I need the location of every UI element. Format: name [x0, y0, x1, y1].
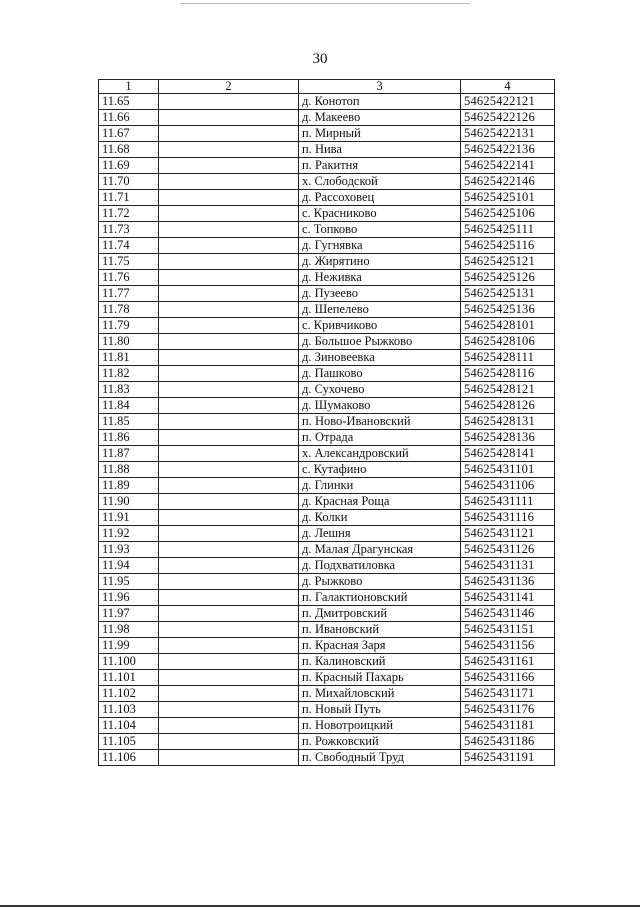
empty-cell	[159, 702, 299, 718]
table-row	[99, 430, 555, 446]
row-number-cell: 11.106	[99, 750, 159, 766]
empty-cell	[159, 622, 299, 638]
row-number-cell: 11.97	[99, 606, 159, 622]
empty-cell	[159, 542, 299, 558]
oktmo-code-cell: 54625431101	[461, 462, 555, 478]
settlement-name-cell: п. Ново-Ивановский	[299, 414, 461, 430]
oktmo-code-cell: 54625431136	[461, 574, 555, 590]
header-row	[99, 80, 555, 94]
oktmo-code-cell: 54625431146	[461, 606, 555, 622]
settlement-name-cell: п. Дмитровский	[299, 606, 461, 622]
settlement-name-cell: п. Красный Пахарь	[299, 670, 461, 686]
row-number-cell: 11.75	[99, 254, 159, 270]
empty-cell	[159, 174, 299, 190]
empty-cell	[159, 382, 299, 398]
empty-cell	[159, 590, 299, 606]
row-number-cell: 11.94	[99, 558, 159, 574]
row-number-cell: 11.69	[99, 158, 159, 174]
table-row	[99, 350, 555, 366]
row-number-cell: 11.95	[99, 574, 159, 590]
oktmo-code-cell: 54625431131	[461, 558, 555, 574]
oktmo-code-cell: 54625428136	[461, 430, 555, 446]
oktmo-code-cell: 54625431121	[461, 526, 555, 542]
row-number-cell: 11.68	[99, 142, 159, 158]
oktmo-code-cell: 54625428121	[461, 382, 555, 398]
oktmo-code-cell: 54625422136	[461, 142, 555, 158]
oktmo-code-cell: 54625431116	[461, 510, 555, 526]
settlement-name-cell: п. Рожковский	[299, 734, 461, 750]
row-number-cell: 11.101	[99, 670, 159, 686]
oktmo-code-cell: 54625431186	[461, 734, 555, 750]
empty-cell	[159, 206, 299, 222]
row-number-cell: 11.71	[99, 190, 159, 206]
table-row	[99, 526, 555, 542]
top-edge-line	[180, 3, 470, 4]
settlement-name-cell: д. Большое Рыжково	[299, 334, 461, 350]
table-header	[99, 80, 555, 94]
settlements-table	[98, 79, 555, 766]
table-row	[99, 446, 555, 462]
settlement-name-cell: с. Топково	[299, 222, 461, 238]
row-number-cell: 11.72	[99, 206, 159, 222]
header-col-4: 4	[461, 80, 555, 94]
empty-cell	[159, 478, 299, 494]
table-row	[99, 286, 555, 302]
row-number-cell: 11.89	[99, 478, 159, 494]
row-number-cell: 11.100	[99, 654, 159, 670]
empty-cell	[159, 142, 299, 158]
oktmo-code-cell: 54625431166	[461, 670, 555, 686]
settlement-name-cell: д. Гугнявка	[299, 238, 461, 254]
settlement-name-cell: п. Отрада	[299, 430, 461, 446]
oktmo-code-cell: 54625431156	[461, 638, 555, 654]
empty-cell	[159, 398, 299, 414]
empty-cell	[159, 366, 299, 382]
settlement-name-cell: д. Подхватиловка	[299, 558, 461, 574]
table-row	[99, 238, 555, 254]
table-row	[99, 254, 555, 270]
header-col-3: 3	[299, 80, 461, 94]
empty-cell	[159, 750, 299, 766]
settlement-name-cell: п. Новотроицкий	[299, 718, 461, 734]
settlement-name-cell: п. Михайловский	[299, 686, 461, 702]
empty-cell	[159, 334, 299, 350]
header-col-1: 1	[99, 80, 159, 94]
table-row	[99, 302, 555, 318]
oktmo-code-cell: 54625425116	[461, 238, 555, 254]
settlement-name-cell: п. Мирный	[299, 126, 461, 142]
empty-cell	[159, 94, 299, 110]
table-row	[99, 670, 555, 686]
table-row	[99, 510, 555, 526]
oktmo-code-cell: 54625428116	[461, 366, 555, 382]
oktmo-code-cell: 54625425136	[461, 302, 555, 318]
settlement-name-cell: д. Колки	[299, 510, 461, 526]
empty-cell	[159, 430, 299, 446]
table-row	[99, 126, 555, 142]
settlement-name-cell: х. Слободской	[299, 174, 461, 190]
table-row	[99, 398, 555, 414]
oktmo-code-cell: 54625431161	[461, 654, 555, 670]
settlement-name-cell: д. Рыжково	[299, 574, 461, 590]
table-row	[99, 110, 555, 126]
table-row	[99, 734, 555, 750]
oktmo-code-cell: 54625428106	[461, 334, 555, 350]
table-row	[99, 654, 555, 670]
settlement-name-cell: п. Ивановский	[299, 622, 461, 638]
oktmo-code-cell: 54625425121	[461, 254, 555, 270]
empty-cell	[159, 414, 299, 430]
settlement-name-cell: д. Глинки	[299, 478, 461, 494]
row-number-cell: 11.80	[99, 334, 159, 350]
row-number-cell: 11.85	[99, 414, 159, 430]
table-row	[99, 558, 555, 574]
settlement-name-cell: д. Сухочево	[299, 382, 461, 398]
row-number-cell: 11.103	[99, 702, 159, 718]
row-number-cell: 11.99	[99, 638, 159, 654]
table-row	[99, 622, 555, 638]
settlement-name-cell: д. Пашково	[299, 366, 461, 382]
settlement-name-cell: с. Кривчиково	[299, 318, 461, 334]
row-number-cell: 11.65	[99, 94, 159, 110]
settlement-name-cell: д. Зиновеевка	[299, 350, 461, 366]
oktmo-code-cell: 54625425111	[461, 222, 555, 238]
table-row	[99, 158, 555, 174]
table-row	[99, 414, 555, 430]
settlement-name-cell: п. Нива	[299, 142, 461, 158]
empty-cell	[159, 462, 299, 478]
settlement-name-cell: д. Красная Роща	[299, 494, 461, 510]
oktmo-code-cell: 54625422131	[461, 126, 555, 142]
oktmo-code-cell: 54625431106	[461, 478, 555, 494]
table-row	[99, 590, 555, 606]
table-row	[99, 94, 555, 110]
table-row	[99, 190, 555, 206]
row-number-cell: 11.105	[99, 734, 159, 750]
table-row	[99, 750, 555, 766]
settlement-name-cell: п. Красная Заря	[299, 638, 461, 654]
empty-cell	[159, 110, 299, 126]
empty-cell	[159, 126, 299, 142]
row-number-cell: 11.91	[99, 510, 159, 526]
oktmo-code-cell: 54625428111	[461, 350, 555, 366]
oktmo-code-cell: 54625422126	[461, 110, 555, 126]
empty-cell	[159, 158, 299, 174]
settlement-name-cell: с. Кутафино	[299, 462, 461, 478]
empty-cell	[159, 222, 299, 238]
oktmo-code-cell: 54625428141	[461, 446, 555, 462]
empty-cell	[159, 606, 299, 622]
oktmo-code-cell: 54625428131	[461, 414, 555, 430]
row-number-cell: 11.73	[99, 222, 159, 238]
header-col-2: 2	[159, 80, 299, 94]
row-number-cell: 11.66	[99, 110, 159, 126]
empty-cell	[159, 526, 299, 542]
oktmo-code-cell: 54625431181	[461, 718, 555, 734]
settlement-name-cell: д. Шумаково	[299, 398, 461, 414]
empty-cell	[159, 510, 299, 526]
oktmo-code-cell: 54625422146	[461, 174, 555, 190]
empty-cell	[159, 718, 299, 734]
row-number-cell: 11.84	[99, 398, 159, 414]
oktmo-code-cell: 54625431171	[461, 686, 555, 702]
empty-cell	[159, 238, 299, 254]
table-row	[99, 366, 555, 382]
oktmo-code-cell: 54625422141	[461, 158, 555, 174]
empty-cell	[159, 734, 299, 750]
settlement-name-cell: д. Макеево	[299, 110, 461, 126]
table-row	[99, 638, 555, 654]
table-row	[99, 142, 555, 158]
settlement-name-cell: д. Шепелево	[299, 302, 461, 318]
empty-cell	[159, 286, 299, 302]
empty-cell	[159, 638, 299, 654]
oktmo-code-cell: 54625425131	[461, 286, 555, 302]
row-number-cell: 11.87	[99, 446, 159, 462]
oktmo-code-cell: 54625425106	[461, 206, 555, 222]
table-row	[99, 686, 555, 702]
row-number-cell: 11.93	[99, 542, 159, 558]
row-number-cell: 11.86	[99, 430, 159, 446]
oktmo-code-cell: 54625431126	[461, 542, 555, 558]
settlement-name-cell: д. Малая Драгунская	[299, 542, 461, 558]
table-row	[99, 174, 555, 190]
row-number-cell: 11.92	[99, 526, 159, 542]
empty-cell	[159, 686, 299, 702]
table-row	[99, 382, 555, 398]
empty-cell	[159, 558, 299, 574]
row-number-cell: 11.104	[99, 718, 159, 734]
row-number-cell: 11.90	[99, 494, 159, 510]
table-row	[99, 606, 555, 622]
settlement-name-cell: х. Александровский	[299, 446, 461, 462]
table-row	[99, 702, 555, 718]
table-row	[99, 318, 555, 334]
oktmo-code-cell: 54625422121	[461, 94, 555, 110]
empty-cell	[159, 190, 299, 206]
row-number-cell: 11.76	[99, 270, 159, 286]
settlement-name-cell: д. Лешня	[299, 526, 461, 542]
table-row	[99, 334, 555, 350]
oktmo-code-cell: 54625431111	[461, 494, 555, 510]
row-number-cell: 11.78	[99, 302, 159, 318]
row-number-cell: 11.82	[99, 366, 159, 382]
table-row	[99, 206, 555, 222]
oktmo-code-cell: 54625431191	[461, 750, 555, 766]
oktmo-code-cell: 54625425101	[461, 190, 555, 206]
row-number-cell: 11.88	[99, 462, 159, 478]
settlement-name-cell: д. Пузеево	[299, 286, 461, 302]
row-number-cell: 11.81	[99, 350, 159, 366]
settlement-name-cell: д. Неживка	[299, 270, 461, 286]
empty-cell	[159, 350, 299, 366]
table-row	[99, 222, 555, 238]
row-number-cell: 11.79	[99, 318, 159, 334]
table-row	[99, 542, 555, 558]
bottom-edge-line	[0, 905, 640, 907]
settlement-name-cell: п. Калиновский	[299, 654, 461, 670]
oktmo-code-cell: 54625425126	[461, 270, 555, 286]
row-number-cell: 11.98	[99, 622, 159, 638]
empty-cell	[159, 270, 299, 286]
table-row	[99, 478, 555, 494]
table-row	[99, 494, 555, 510]
table-row	[99, 718, 555, 734]
oktmo-code-cell: 54625431176	[461, 702, 555, 718]
settlement-name-cell: д. Конотоп	[299, 94, 461, 110]
settlement-name-cell: п. Новый Путь	[299, 702, 461, 718]
settlement-name-cell: д. Рассоховец	[299, 190, 461, 206]
empty-cell	[159, 318, 299, 334]
empty-cell	[159, 446, 299, 462]
row-number-cell: 11.70	[99, 174, 159, 190]
row-number-cell: 11.96	[99, 590, 159, 606]
settlement-name-cell: с. Красниково	[299, 206, 461, 222]
empty-cell	[159, 254, 299, 270]
oktmo-code-cell: 54625431141	[461, 590, 555, 606]
settlement-name-cell: п. Свободный Труд	[299, 750, 461, 766]
empty-cell	[159, 654, 299, 670]
row-number-cell: 11.67	[99, 126, 159, 142]
settlement-name-cell: п. Ракитня	[299, 158, 461, 174]
empty-cell	[159, 302, 299, 318]
empty-cell	[159, 494, 299, 510]
table-row	[99, 462, 555, 478]
row-number-cell: 11.83	[99, 382, 159, 398]
oktmo-code-cell: 54625428101	[461, 318, 555, 334]
row-number-cell: 11.102	[99, 686, 159, 702]
table-body	[99, 94, 555, 766]
oktmo-code-cell: 54625428126	[461, 398, 555, 414]
row-number-cell: 11.74	[99, 238, 159, 254]
page-number: 30	[312, 51, 328, 67]
settlement-name-cell: д. Жирятино	[299, 254, 461, 270]
empty-cell	[159, 574, 299, 590]
settlement-name-cell: п. Галактионовский	[299, 590, 461, 606]
oktmo-code-cell: 54625431151	[461, 622, 555, 638]
empty-cell	[159, 670, 299, 686]
table-row	[99, 270, 555, 286]
table-row	[99, 574, 555, 590]
row-number-cell: 11.77	[99, 286, 159, 302]
